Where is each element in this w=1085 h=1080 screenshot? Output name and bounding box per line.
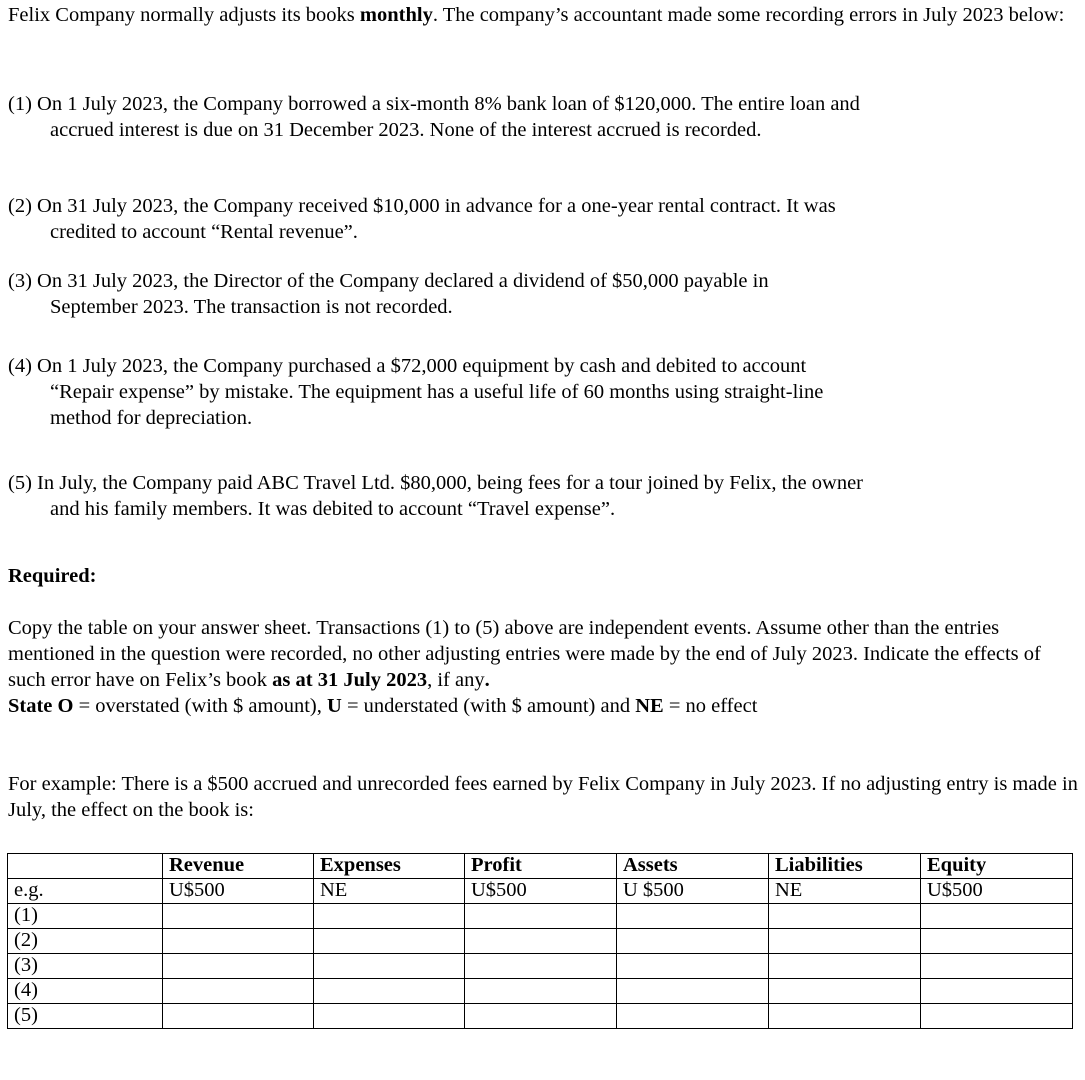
instructions-bold-period: . — [484, 669, 490, 691]
table-cell[interactable] — [465, 929, 617, 954]
item-number: (2) — [8, 195, 32, 217]
instructions-paragraph — [8, 615, 1080, 719]
table-row — [8, 904, 1073, 929]
table-cell[interactable] — [617, 979, 769, 1004]
table-row — [8, 954, 1073, 979]
instructions-text: Copy the table on your answer sheet. Transactions (1) to (5) above are independent events. Assume other than the entries mentioned in the question were recorded, no other adjusting entries were made by the end of July 2023. Indicate the effects of such error have on Felix’s book — [8, 617, 1041, 691]
table-cell[interactable]: U$500 — [163, 879, 314, 904]
intro-text-1: Felix Company normally adjusts its books — [8, 4, 360, 26]
table-cell[interactable] — [163, 979, 314, 1004]
table-row — [8, 1004, 1073, 1029]
table-cell[interactable] — [314, 1004, 465, 1029]
table-cell[interactable] — [769, 954, 921, 979]
example-paragraph: For example: There is a $500 accrued and unrecorded fees earned by Felix Company in July 2023. If no adjusting entry is made in July, the effect on the book is: — [8, 773, 1078, 821]
table-cell[interactable] — [163, 929, 314, 954]
item-line: On 1 July 2023, the Company borrowed a six-month 8% bank loan of $120,000. The entire loan and — [37, 93, 860, 115]
instructions-text: = understated (with $ amount) and — [341, 695, 636, 717]
table-cell[interactable] — [769, 1004, 921, 1029]
intro-bold-monthly: monthly — [359, 4, 433, 26]
header-cell-blank — [8, 854, 163, 879]
table-cell[interactable]: NE — [769, 879, 921, 904]
instructions-text: = overstated (with $ amount), — [73, 695, 328, 717]
error-item-4 — [8, 353, 1078, 431]
item-line: and his family members. It was debited to account “Travel expense”. — [50, 498, 616, 520]
header-cell-equity: Equity — [921, 854, 1073, 879]
instructions-text: , if any — [427, 669, 485, 691]
intro-paragraph — [8, 2, 1078, 28]
table-cell[interactable] — [617, 954, 769, 979]
item-number: (5) — [8, 472, 32, 494]
intro-text-2: . The company’s accountant made some recording errors in July 2023 below: — [432, 4, 1065, 26]
row-label-cell: (3) — [8, 954, 163, 979]
table-cell[interactable] — [163, 904, 314, 929]
table-row — [8, 979, 1073, 1004]
header-cell-revenue: Revenue — [163, 854, 314, 879]
table-cell[interactable]: U$500 — [921, 879, 1073, 904]
table-cell[interactable] — [921, 954, 1073, 979]
instructions-text: = no effect — [663, 695, 758, 717]
header-cell-profit: Profit — [465, 854, 617, 879]
item-line: On 31 July 2023, the Company received $10,000 in advance for a one-year rental contract. It was — [37, 195, 836, 217]
table-cell[interactable] — [314, 929, 465, 954]
item-number: (3) — [8, 270, 32, 292]
error-item-2 — [8, 193, 1078, 245]
table-cell[interactable] — [617, 904, 769, 929]
table-cell[interactable] — [465, 954, 617, 979]
item-line: On 31 July 2023, the Director of the Company declared a dividend of $50,000 payable in — [37, 270, 769, 292]
table-cell[interactable] — [921, 904, 1073, 929]
table-cell[interactable]: U$500 — [465, 879, 617, 904]
table-row — [8, 879, 1073, 904]
error-item-1 — [8, 91, 1078, 143]
required-heading: Required: — [8, 565, 97, 587]
item-line: September 2023. The transaction is not recorded. — [50, 296, 453, 318]
item-line: In July, the Company paid ABC Travel Ltd. $80,000, being fees for a tour joined by Felix, the owner — [37, 472, 863, 494]
row-label-cell: (1) — [8, 904, 163, 929]
table-cell[interactable] — [769, 904, 921, 929]
item-line: credited to account “Rental revenue”. — [50, 221, 358, 243]
table-cell[interactable] — [617, 929, 769, 954]
error-item-3 — [8, 268, 1078, 320]
row-label-cell: (5) — [8, 1004, 163, 1029]
item-line: accrued interest is due on 31 December 2023. None of the interest accrued is recorded. — [50, 119, 762, 141]
effects-table — [7, 853, 1073, 1029]
instructions-bold-date: as at 31 July 2023 — [272, 669, 428, 691]
table-cell[interactable] — [465, 1004, 617, 1029]
table-cell[interactable] — [921, 929, 1073, 954]
item-number: (4) — [8, 355, 32, 377]
item-line: “Repair expense” by mistake. The equipment has a useful life of 60 months using straight-line — [50, 381, 824, 403]
table-cell[interactable] — [465, 979, 617, 1004]
table-row — [8, 929, 1073, 954]
row-label-cell: (2) — [8, 929, 163, 954]
row-label-cell: e.g. — [8, 879, 163, 904]
table-cell[interactable] — [163, 1004, 314, 1029]
header-cell-expenses: Expenses — [314, 854, 465, 879]
table-cell[interactable] — [921, 979, 1073, 1004]
instructions-bold-state-o: State O — [8, 695, 74, 717]
table-cell[interactable] — [769, 979, 921, 1004]
table-cell[interactable] — [769, 929, 921, 954]
table-cell[interactable] — [314, 904, 465, 929]
item-line: method for depreciation. — [50, 407, 253, 429]
header-cell-liabilities: Liabilities — [769, 854, 921, 879]
table-cell[interactable]: NE — [314, 879, 465, 904]
item-line: On 1 July 2023, the Company purchased a $72,000 equipment by cash and debited to account — [37, 355, 807, 377]
table-cell[interactable] — [921, 1004, 1073, 1029]
table-cell[interactable] — [617, 1004, 769, 1029]
instructions-bold-ne: NE — [635, 695, 664, 717]
header-cell-assets: Assets — [617, 854, 769, 879]
instructions-bold-u: U — [327, 695, 342, 717]
table-cell[interactable]: U $500 — [617, 879, 769, 904]
table-header-row — [8, 854, 1073, 879]
table-cell[interactable] — [314, 979, 465, 1004]
error-item-5 — [8, 470, 1078, 522]
item-number: (1) — [8, 93, 32, 115]
table-cell[interactable] — [163, 954, 314, 979]
row-label-cell: (4) — [8, 979, 163, 1004]
table-cell[interactable] — [314, 954, 465, 979]
table-cell[interactable] — [465, 904, 617, 929]
